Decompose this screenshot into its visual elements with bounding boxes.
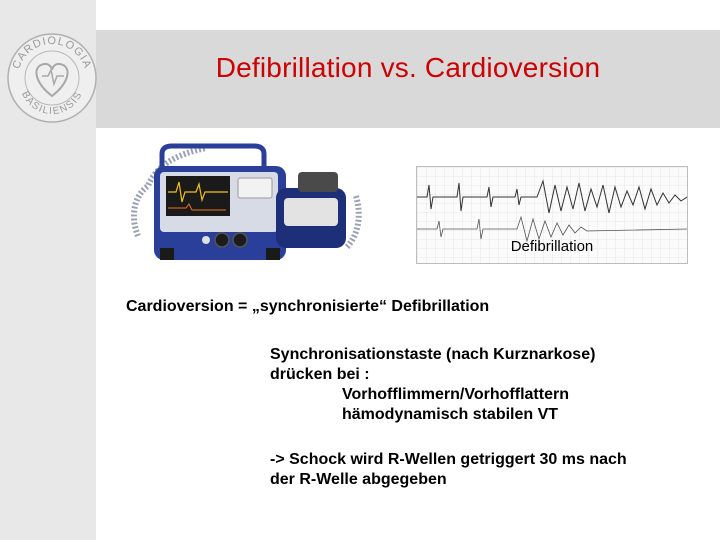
ecg-strip-figure xyxy=(416,166,688,264)
ecg-caption: Defibrillation xyxy=(510,238,594,255)
defibrillator-image xyxy=(126,136,366,271)
svg-text:BASILIENSIS: BASILIENSIS xyxy=(19,89,85,118)
indication-atrial-fibrillation: Vorhofflimmern/Vorhofflattern xyxy=(342,386,569,403)
svg-text:CARDIOLOGIA: CARDIOLOGIA xyxy=(10,34,94,71)
sync-button-instruction-line2: drücken bei : xyxy=(270,366,370,383)
shock-timing-line1: -> Schock wird R-Wellen getriggert 30 ms nach xyxy=(270,451,627,468)
shock-timing-line2: der R-Welle abgegeben xyxy=(270,471,447,488)
slide-title: Defibrillation vs. Cardioversion xyxy=(215,52,601,83)
sync-button-instruction-line1: Synchronisationstaste (nach Kurznarkose) xyxy=(270,346,596,363)
cardiologia-basiliensis-logo xyxy=(4,30,100,126)
cardioversion-definition: Cardioversion = „synchronisierte“ Defibrillation xyxy=(126,298,490,315)
indication-stable-vt: hämodynamisch stabilen VT xyxy=(342,406,559,423)
